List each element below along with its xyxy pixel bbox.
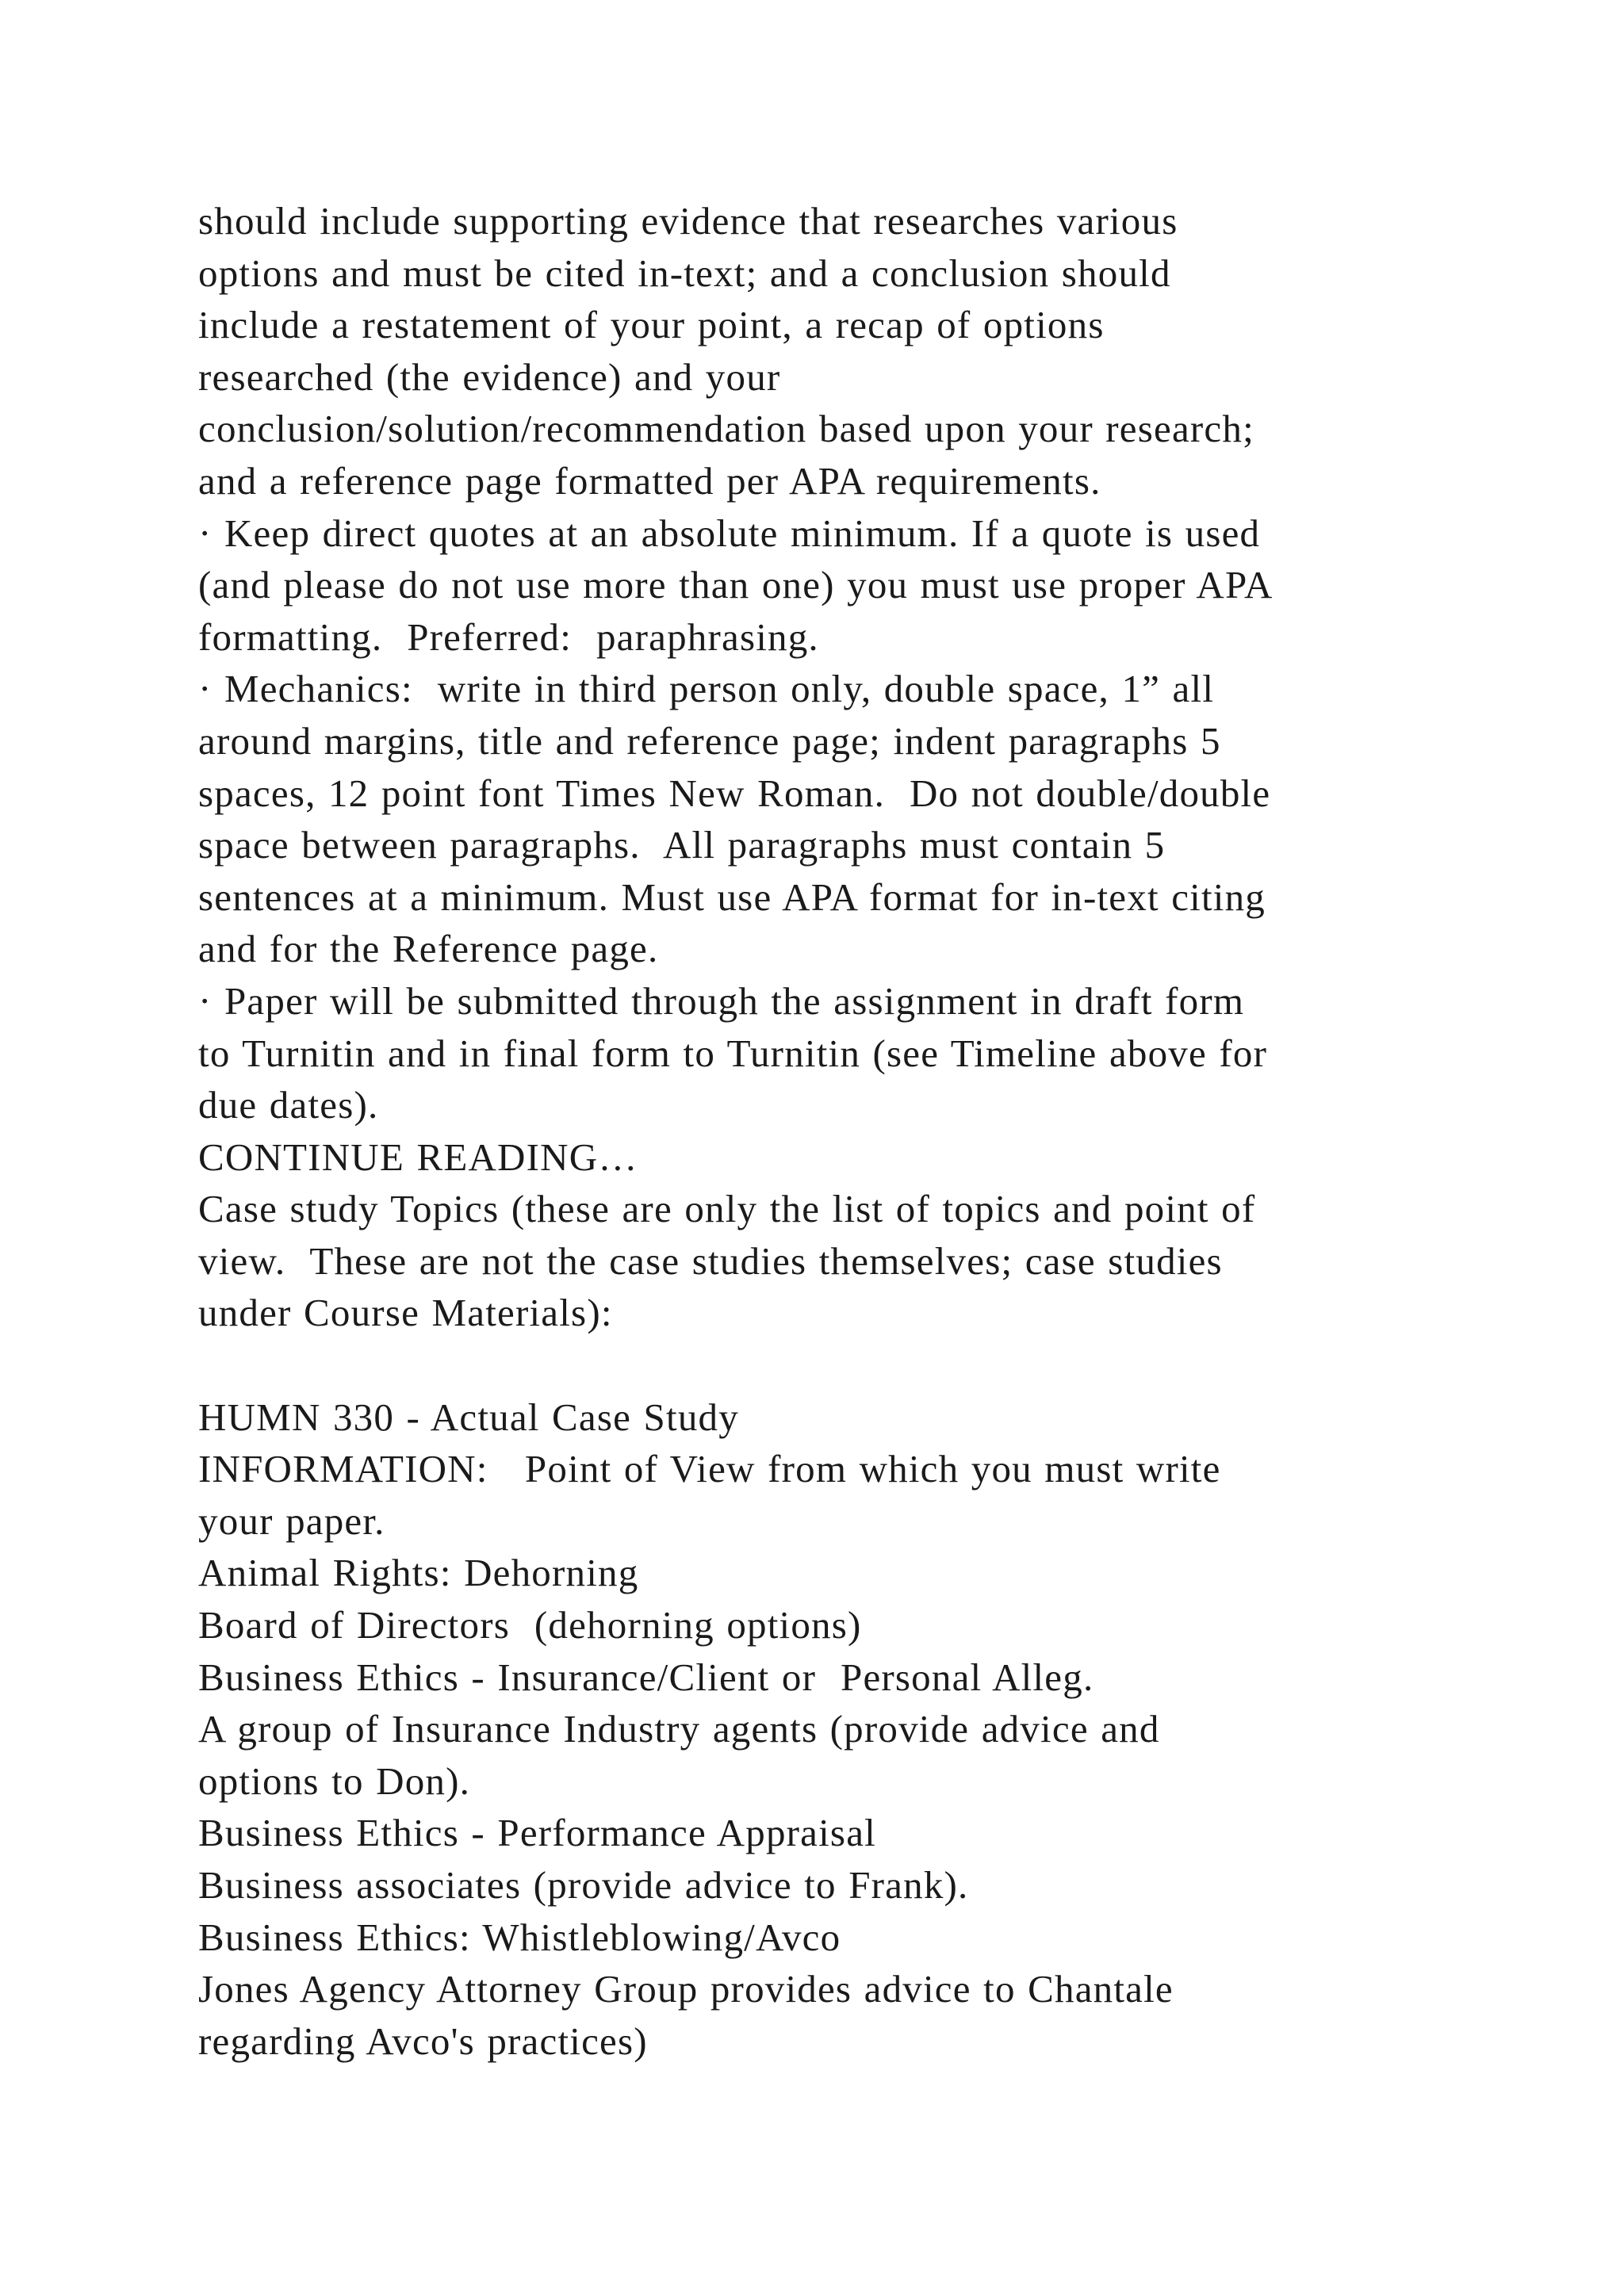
topic-line: Business Ethics: Whistleblowing/Avco bbox=[198, 1915, 841, 1959]
text-line: space between paragraphs. All paragraphs must contain 5 bbox=[198, 823, 1166, 867]
point-of-view-line: A group of Insurance Industry agents (provide advice and bbox=[198, 1707, 1160, 1751]
topic-line: Animal Rights: Dehorning bbox=[198, 1551, 639, 1595]
text-line: to Turnitin and in final form to Turnitin (see Timeline above for bbox=[198, 1031, 1268, 1075]
bullet-line: · Keep direct quotes at an absolute minimum. If a quote is used bbox=[198, 511, 1261, 555]
text-line: conclusion/solution/recommendation based upon your research; bbox=[198, 407, 1254, 451]
text-line: due dates). bbox=[198, 1083, 379, 1127]
text-line: and a reference page formatted per APA requirements. bbox=[198, 458, 1101, 503]
text-line: INFORMATION: Point of View from which you must write bbox=[198, 1447, 1221, 1491]
text-line: view. These are not the case studies themselves; case studies bbox=[198, 1238, 1223, 1283]
bullet-line: · Paper will be submitted through the assignment in draft form bbox=[198, 978, 1245, 1023]
text-line: researched (the evidence) and your bbox=[198, 354, 781, 399]
text-line: around margins, title and reference page; indent paragraphs 5 bbox=[198, 718, 1221, 763]
blank-line bbox=[198, 1339, 1451, 1391]
point-of-view-line: Board of Directors (dehorning options) bbox=[198, 1603, 862, 1647]
bullet-line: · Mechanics: write in third person only, double space, 1” all bbox=[198, 667, 1215, 711]
case-study-heading: HUMN 330 - Actual Case Study bbox=[198, 1395, 739, 1439]
text-line: under Course Materials): bbox=[198, 1291, 613, 1335]
continue-reading-text: CONTINUE READING… bbox=[198, 1135, 638, 1179]
text-line: and for the Reference page. bbox=[198, 927, 659, 971]
text-line: spaces, 12 point font Times New Roman. Do not double/double bbox=[198, 771, 1271, 815]
text-line: sentences at a minimum. Must use APA format for in-text citing bbox=[198, 874, 1266, 919]
point-of-view-line: Jones Agency Attorney Group provides advice to Chantale bbox=[198, 1967, 1174, 2011]
text-line: Case study Topics (these are only the list of topics and point of bbox=[198, 1187, 1256, 1231]
text-line: formatting. Preferred: paraphrasing. bbox=[198, 614, 819, 659]
topic-line: Business Ethics - Performance Appraisal bbox=[198, 1811, 876, 1855]
text-line: options and must be cited in-text; and a conclusion should bbox=[198, 251, 1171, 295]
text-line: should include supporting evidence that researches various bbox=[198, 199, 1178, 243]
point-of-view-line: regarding Avco's practices) bbox=[198, 2019, 648, 2063]
text-line: (and please do not use more than one) you must use proper APA bbox=[198, 563, 1274, 607]
text-line: include a restatement of your point, a recap of options bbox=[198, 303, 1105, 347]
point-of-view-line: Business associates (provide advice to Frank). bbox=[198, 1863, 969, 1907]
text-line: your paper. bbox=[198, 1498, 385, 1543]
document-body bbox=[198, 195, 1451, 2067]
point-of-view-line: options to Don). bbox=[198, 1758, 471, 1803]
topic-line: Business Ethics - Insurance/Client or Personal Alleg. bbox=[198, 1655, 1094, 1699]
